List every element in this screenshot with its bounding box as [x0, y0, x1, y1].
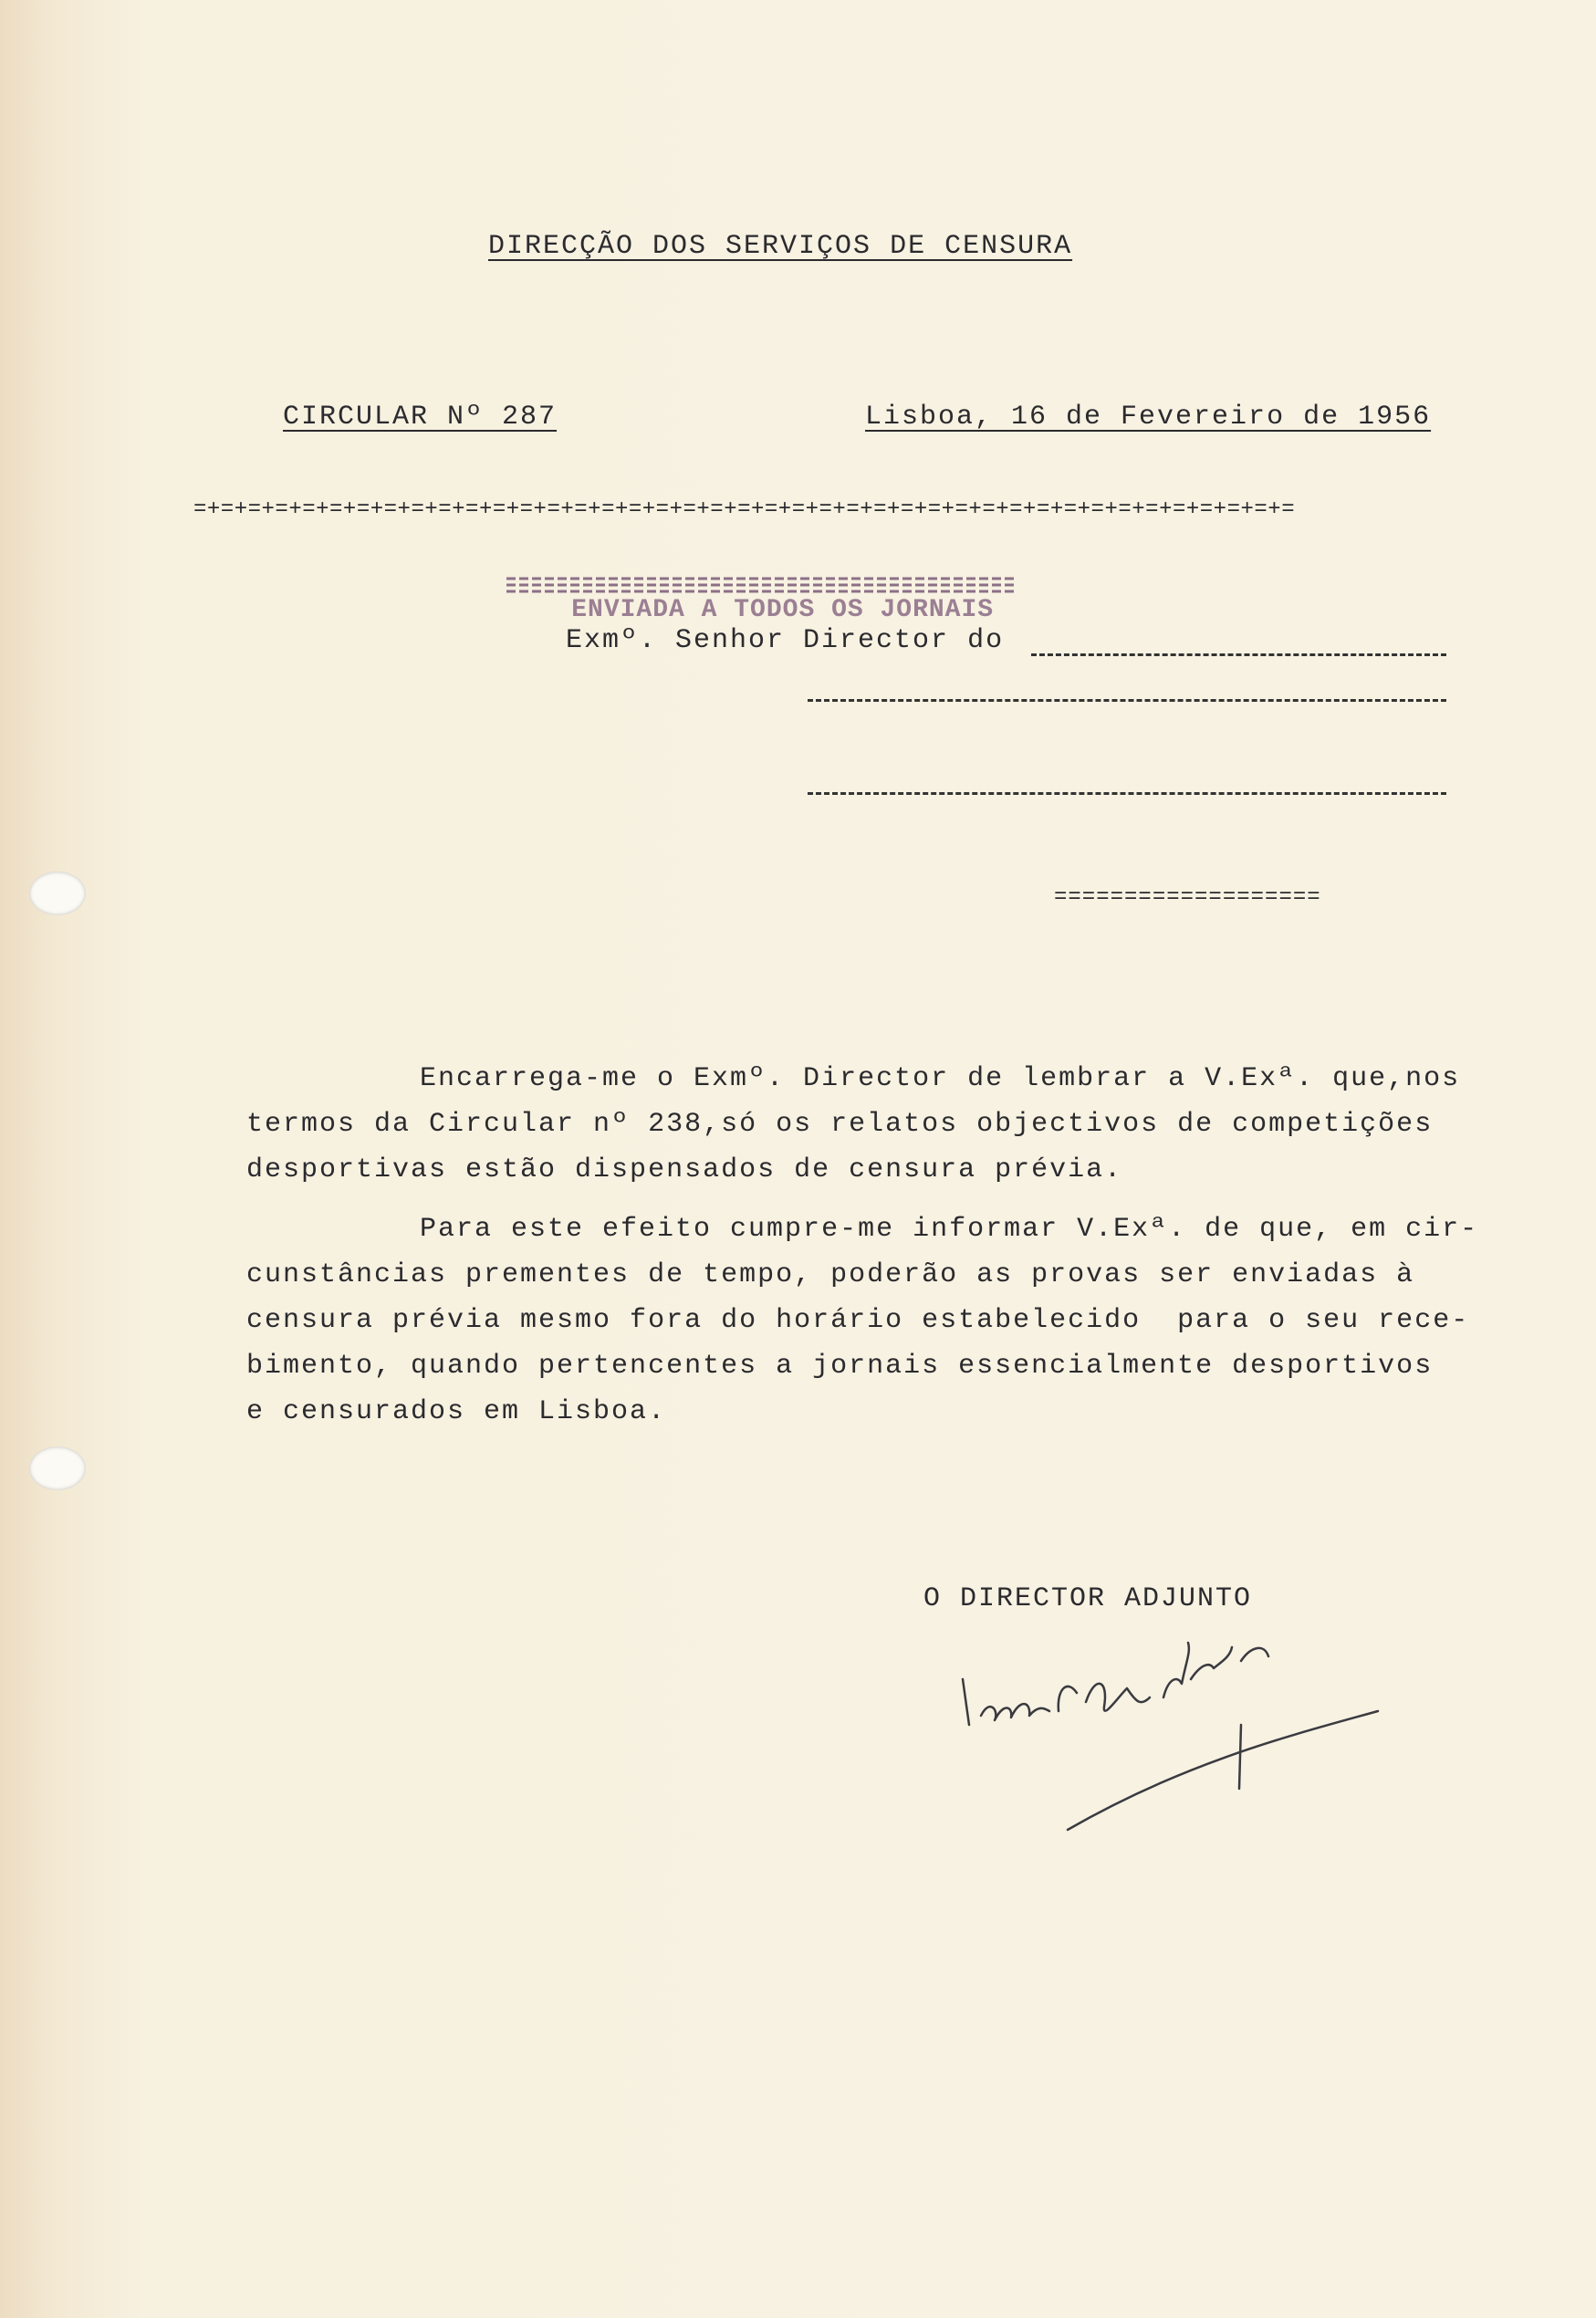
addressee-blank-line-1 — [1031, 653, 1446, 656]
struck-distribution-text: ENVIADA A TODOS OS JORNAIS — [571, 596, 995, 624]
struck-distribution-line — [506, 568, 994, 681]
punch-hole-top — [29, 872, 86, 915]
equals-rule: =================== — [1054, 885, 1321, 910]
addressee-label: Exmº. Senhor Director do — [566, 625, 1005, 656]
paragraph-2-line-2: cunstâncias prementes de tempo, poderão as provas ser enviadas à — [246, 1259, 1415, 1290]
paragraph-2-line-3: censura prévia mesmo fora do horário estabelecido para o seu rece- — [246, 1305, 1470, 1336]
strikethrough-marks — [506, 571, 1017, 599]
page-title: DIRECÇÃO DOS SERVIÇOS DE CENSURA — [488, 231, 1073, 262]
paragraph-2-line-1: Para este efeito cumpre-me informar V.Exª. de que, em cir- — [420, 1214, 1479, 1245]
addressee-blank-line-3 — [808, 792, 1446, 795]
punch-hole-bottom — [29, 1446, 86, 1490]
paragraph-1-line-1: Encarrega-me o Exmº. Director de lembrar a V.Exª. que,nos — [420, 1063, 1461, 1094]
paragraph-1-line-3: desportivas estão dispensados de censura prévia. — [246, 1154, 1123, 1185]
circular-number: CIRCULAR Nº 287 — [283, 402, 558, 433]
addressee-blank-line-2 — [808, 699, 1446, 702]
body-paragraph-1 — [246, 1056, 1506, 1193]
separator-line: =+=+=+=+=+=+=+=+=+=+=+=+=+=+=+=+=+=+=+=+=+=+=+=+=+=+=+=+=+=+=+=+=+=+=+=+=+=+=+=+= — [193, 497, 1296, 522]
body-paragraph-2 — [246, 1206, 1506, 1435]
handwritten-signature — [949, 1624, 1424, 1834]
paragraph-2-line-5: e censurados em Lisboa. — [246, 1396, 667, 1427]
signature-title: O DIRECTOR ADJUNTO — [923, 1583, 1253, 1614]
paragraph-1-line-2: termos da Circular nº 238,só os relatos objectivos de competições — [246, 1109, 1434, 1140]
paragraph-2-line-4: bimento, quando pertencentes a jornais essencialmente desportivos — [246, 1351, 1434, 1382]
circular-date: Lisboa, 16 de Fevereiro de 1956 — [865, 402, 1432, 433]
